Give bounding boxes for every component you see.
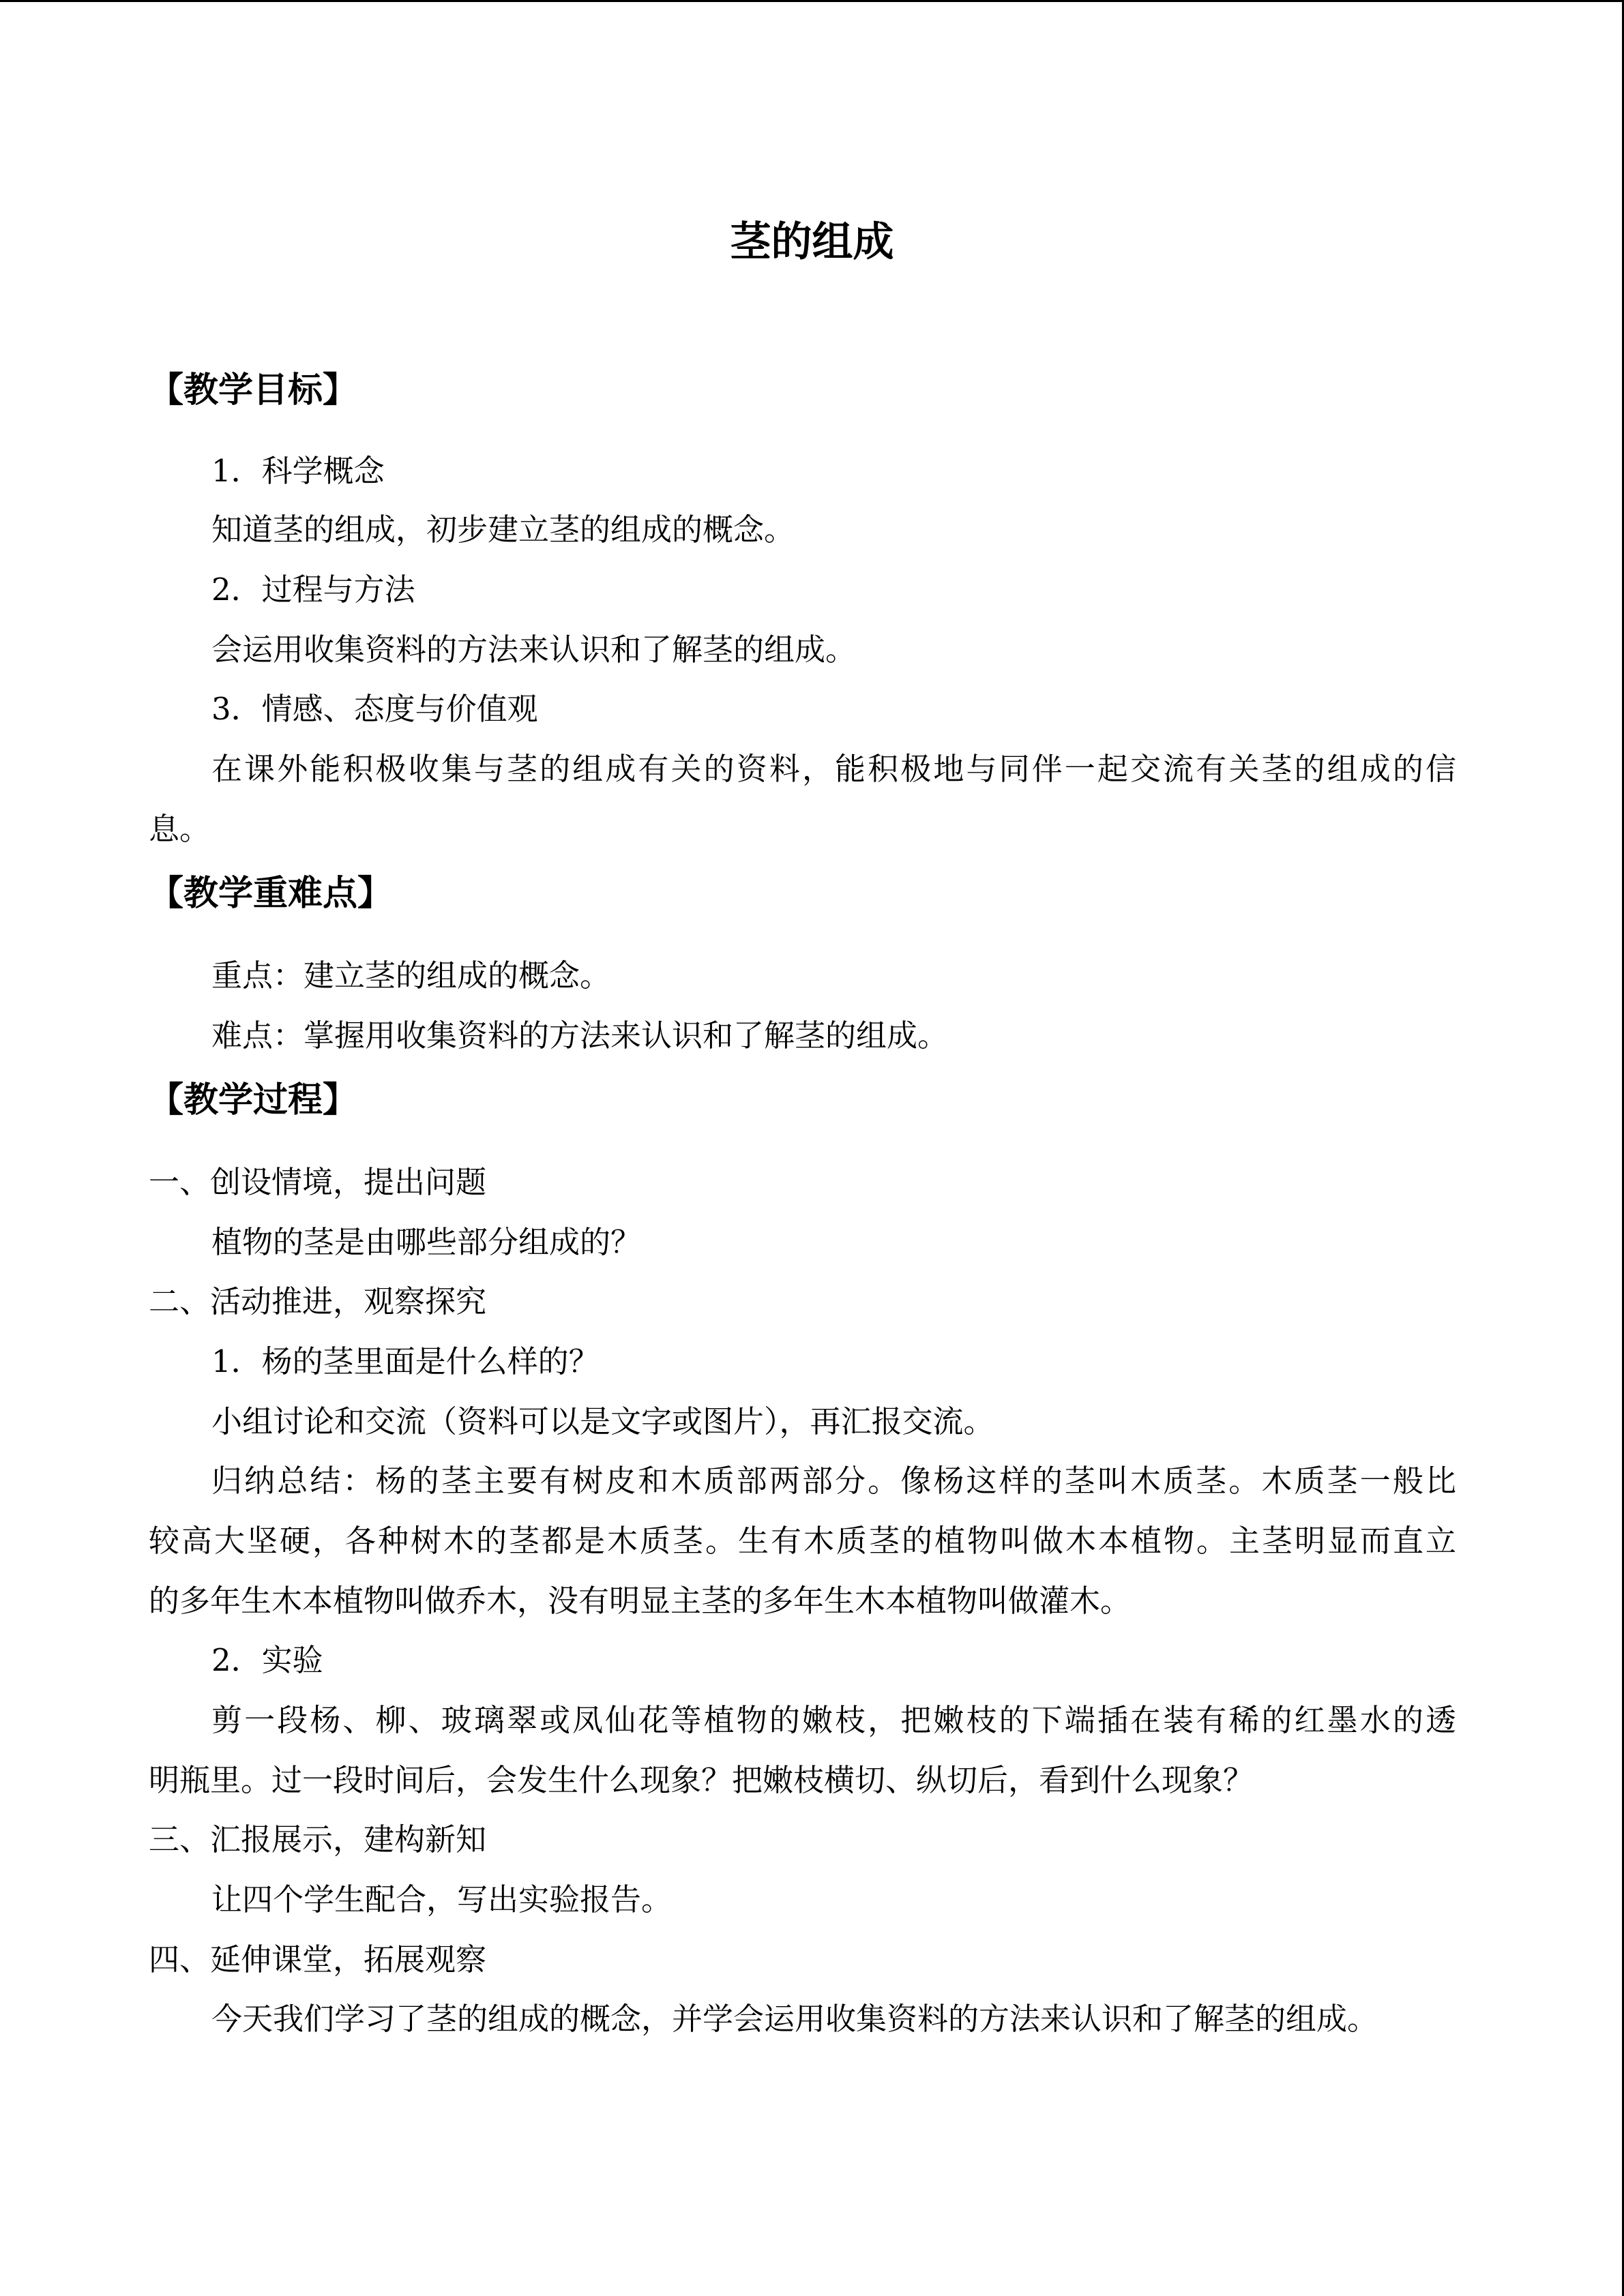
step-4-title: 四、延伸课堂，拓展观察 [149,1941,487,1978]
step-2-subtitle-1: 1．杨的茎里面是什么样的？ [211,1343,600,1380]
step-1-title: 一、创设情境，提出问题 [149,1164,487,1200]
objective-1-label: 1．科学概念 [211,453,385,489]
step-3-text: 让四个学生配合，写出实验报告。 [211,1881,673,1918]
step-2-experiment-line-2: 明瓶里。过一段时间后，会发生什么现象？把嫩枝横切、纵切后，看到什么现象？ [149,1762,1254,1798]
objective-3-text-line-2: 息。 [149,811,211,847]
step-1-text: 植物的茎是由哪些部分组成的？ [211,1224,642,1260]
objective-2-label: 2．过程与方法 [211,571,415,608]
objective-3-label: 3．情感、态度与价值观 [211,691,538,727]
step-2-summary-line-2: 较高大坚硬，各种树木的茎都是木质茎。生有木质茎的植物叫做木本植物。主茎明显而直立 [149,1523,1456,1559]
page-title: 茎的组成 [730,218,894,266]
objective-2-text: 会运用收集资料的方法来认识和了解茎的组成。 [211,631,857,668]
objective-3-text-line-1: 在课外能积极收集与茎的组成有关的资料，能积极地与同伴一起交流有关茎的组成的信 [211,751,1456,787]
objective-1-text: 知道茎的组成，初步建立茎的组成的概念。 [211,511,795,548]
step-2-experiment-line-1: 剪一段杨、柳、玻璃翠或凤仙花等植物的嫩枝，把嫩枝的下端插在装有稀的红墨水的透 [211,1702,1456,1738]
step-2-title: 二、活动推进，观察探究 [149,1283,487,1320]
step-2-subtitle-2: 2．实验 [211,1642,323,1678]
step-3-title: 三、汇报展示，建构新知 [149,1821,487,1858]
step-2-subtitle-1-text: 小组讨论和交流（资料可以是文字或图片），再汇报交流。 [211,1403,994,1440]
step-4-text: 今天我们学习了茎的组成的概念，并学会运用收集资料的方法来认识和了解茎的组成。 [211,2001,1378,2037]
section-heading-process: 【教学过程】 [149,1079,358,1120]
step-2-summary-line-1: 归纳总结：杨的茎主要有树皮和木质部两部分。像杨这样的茎叫木质茎。木质茎一般比 [211,1463,1456,1499]
section-heading-objectives: 【教学目标】 [149,370,358,411]
difficult-point-text: 难点：掌握用收集资料的方法来认识和了解茎的组成。 [211,1017,949,1054]
key-point-text: 重点：建立茎的组成的概念。 [211,957,611,994]
step-2-summary-line-3: 的多年生木本植物叫做乔木，没有明显主茎的多年生木本植物叫做灌木。 [149,1583,1132,1619]
section-heading-key-points: 【教学重难点】 [149,873,393,914]
